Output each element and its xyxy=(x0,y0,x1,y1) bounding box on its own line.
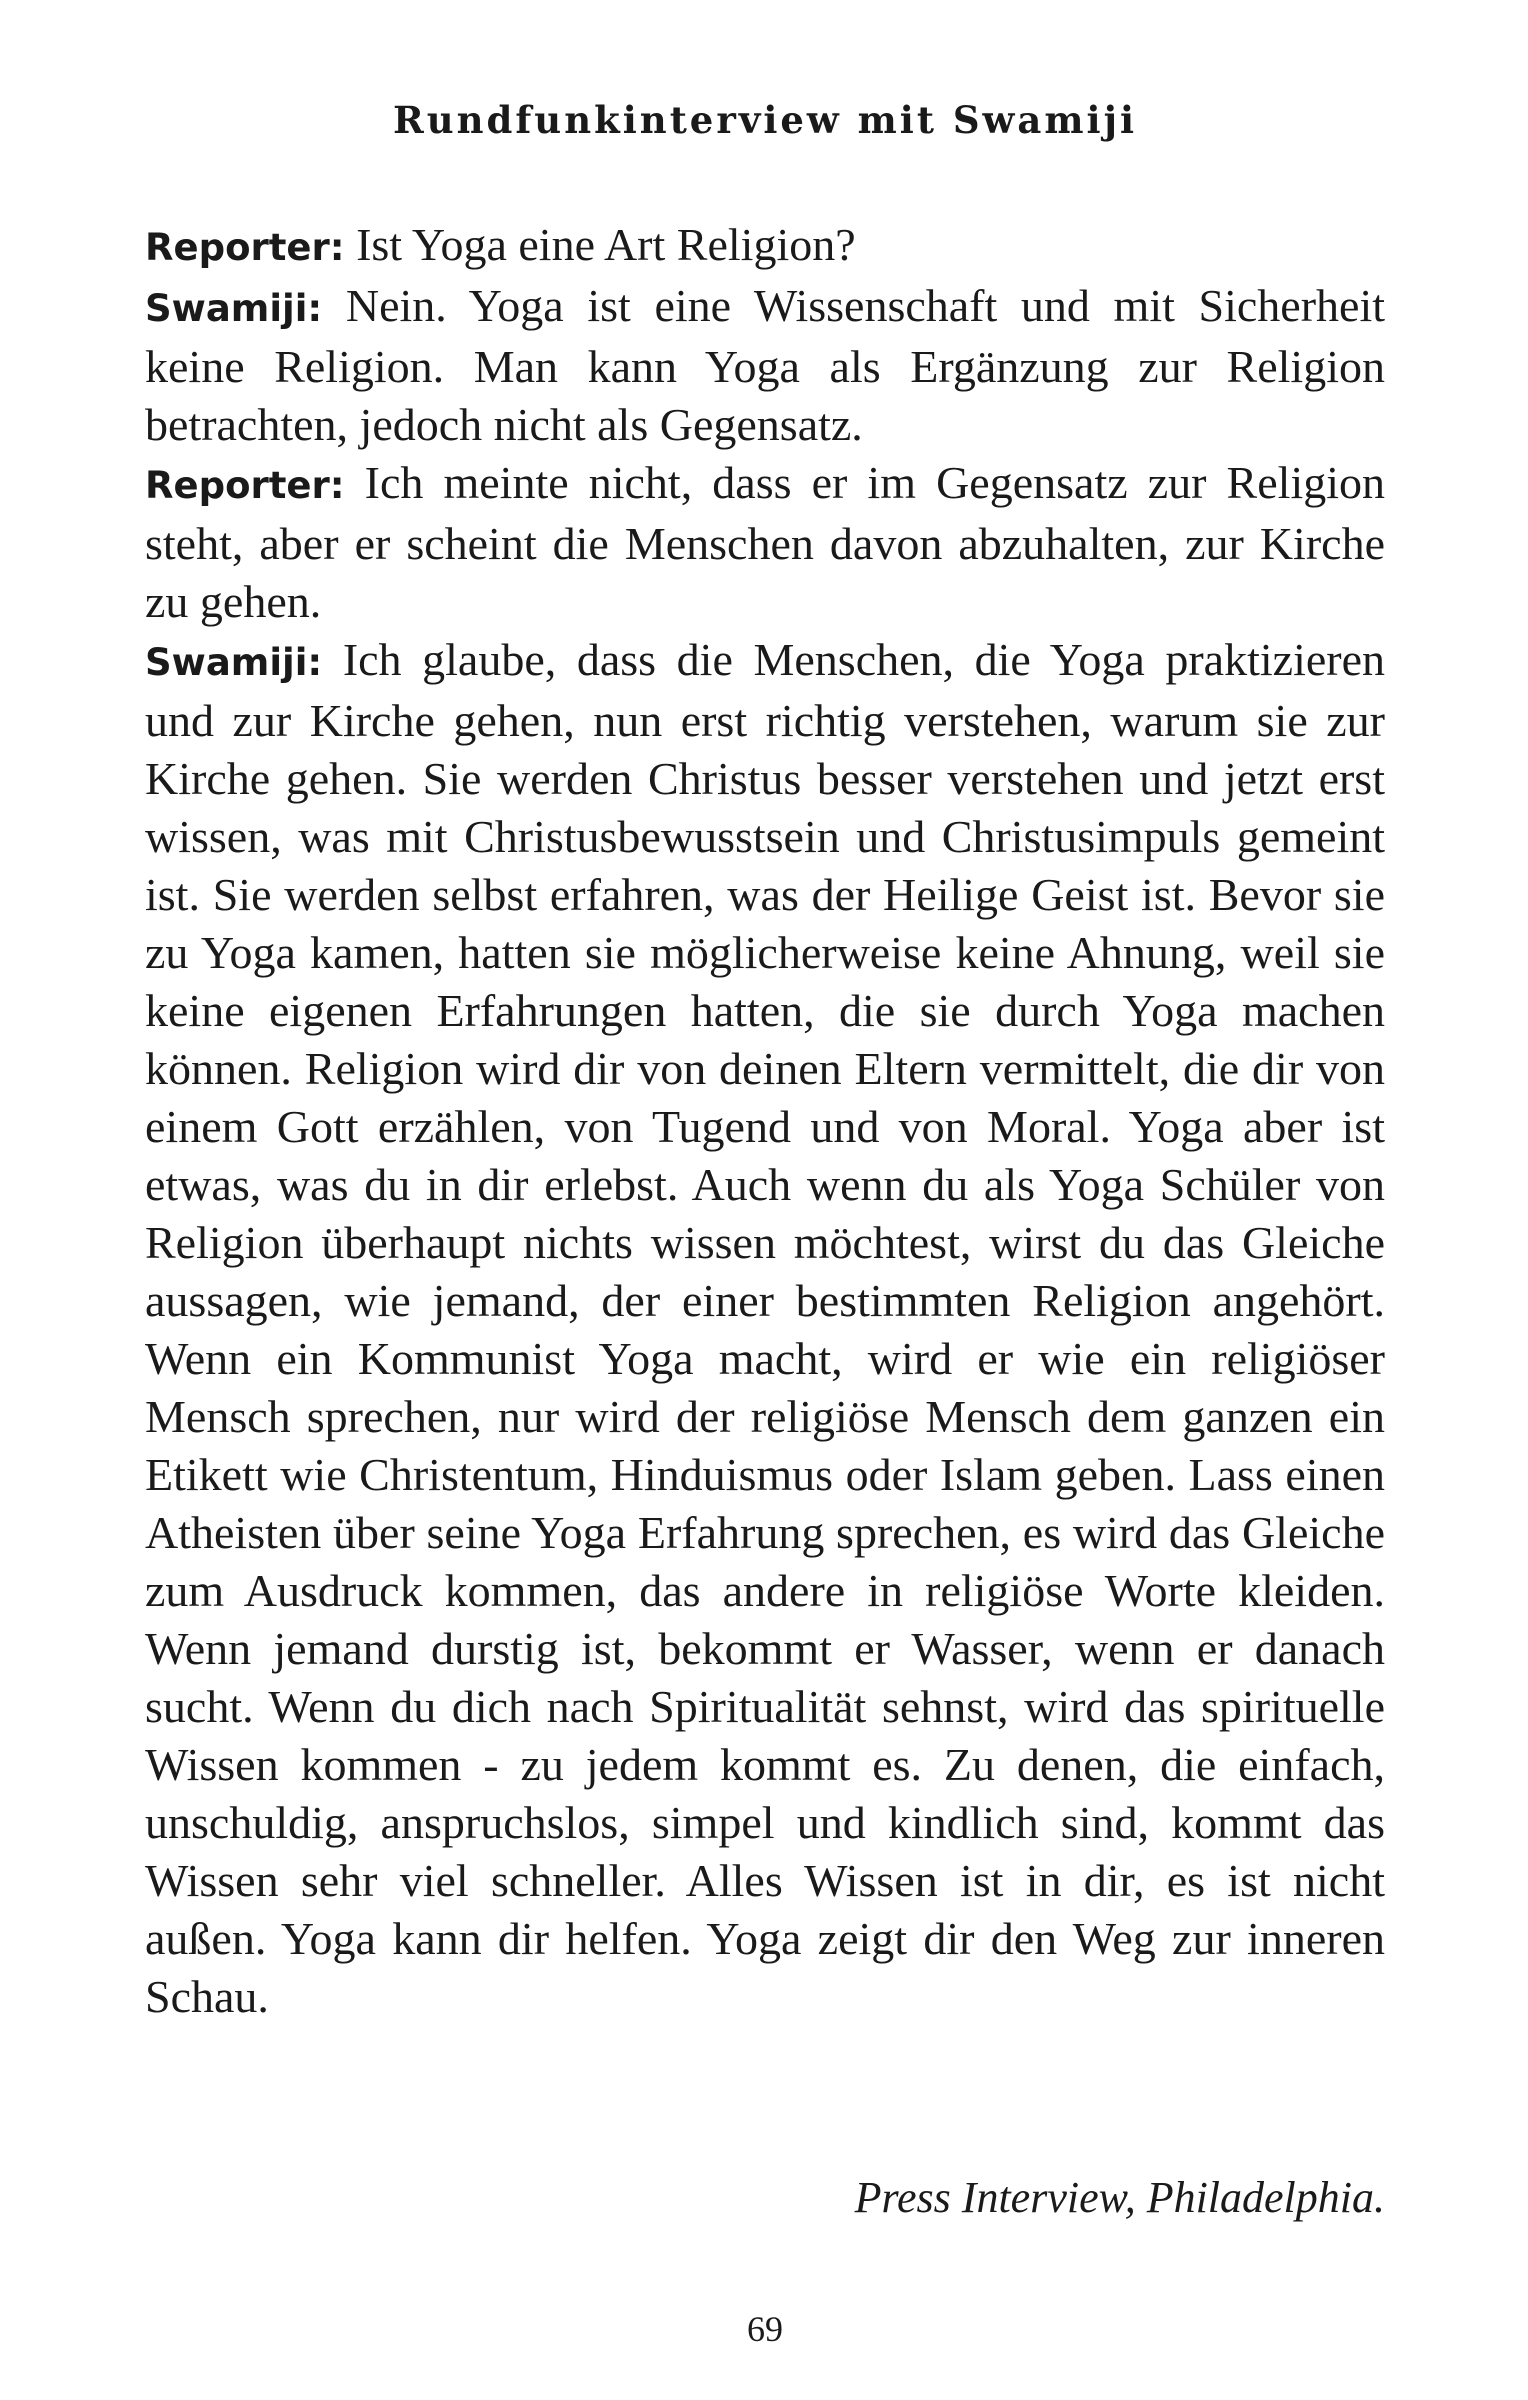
book-page xyxy=(145,0,1385,2400)
source-citation: Press Interview, Philadelphia. xyxy=(854,2173,1385,2222)
dialogue-entry xyxy=(145,216,1385,277)
page-title: Rundfunkinterview mit Swamiji xyxy=(392,98,1138,142)
speaker-label: Swamiji: xyxy=(145,641,323,684)
dialogue-text: Nein. Yoga ist eine Wissenschaft und mit Sicherheit keine Religion. Man kann Yoga als Ergänzung zur Religion betrachten, jedoch nicht als Gegensatz. xyxy=(145,280,1386,450)
dialogue-entry xyxy=(145,277,1385,454)
dialogue-text: Ich glaube, dass die Menschen, die Yoga praktizieren und zur Kirche gehen, nun erst richtig verstehen, warum sie zur Kirche gehen. Sie werden Christus besser verstehen und jetzt erst wissen, was mit Christusbewusstsein und Christusimpuls gemeint ist. Sie werden selbst erfahren, was der Heilige Geist ist. Bevor sie zu Yoga kamen, hatten sie möglicherweise keine Ahnung, weil sie keine eigenen Erfahrungen hatten, die sie durch Yoga machen können. Religion wird dir von deinen Eltern vermittelt, die dir von einem Gott erzählen, von Tugend und von Moral. Yoga aber ist etwas, was du in dir erlebst. Auch wenn du als Yoga Schüler von Religion überhaupt nichts wissen möchtest, wirst du das Gleiche aussagen, wie jemand, der einer bestimmten Religion angehört. Wenn ein Kommunist Yoga macht, wird er wie ein religiöser Mensch sprechen, nur wird der religiöse Mensch dem ganzen ein Etikett wie Christentum, Hinduismus oder Islam geben. Lass einen Atheisten über seine Yoga Erfahrung sprechen, es wird das Gleiche zum Ausdruck kommen, das andere in religiöse Worte kleiden. Wenn jemand durstig ist, bekommt er Wasser, wenn er danach sucht. Wenn du dich nach Spiritualität sehnst, wird das spirituelle Wissen kommen - zu jedem kommt es. Zu denen, die einfach, unschuldig, anspruchslos, simpel und kindlich sind, kommt das Wissen sehr viel schneller. Alles Wissen ist in dir, es ist nicht außen. Yoga kann dir helfen. Yoga zeigt dir den Weg zur inneren Schau. xyxy=(145,634,1385,2022)
speaker-label: Reporter: xyxy=(145,464,345,507)
dialogue-text: Ist Yoga eine Art Religion? xyxy=(356,219,856,270)
interview-text xyxy=(145,216,1385,2026)
dialogue-text: Ich meinte nicht, dass er im Gegensatz zur Religion steht, aber er scheint die Menschen davon abzuhalten, zur Kirche zu gehen. xyxy=(145,457,1385,627)
speaker-label: Reporter: xyxy=(145,226,345,269)
page-number: 69 xyxy=(747,2309,783,2349)
speaker-label: Swamiji: xyxy=(145,287,323,330)
dialogue-entry xyxy=(145,454,1385,631)
dialogue-entry xyxy=(145,631,1385,2026)
